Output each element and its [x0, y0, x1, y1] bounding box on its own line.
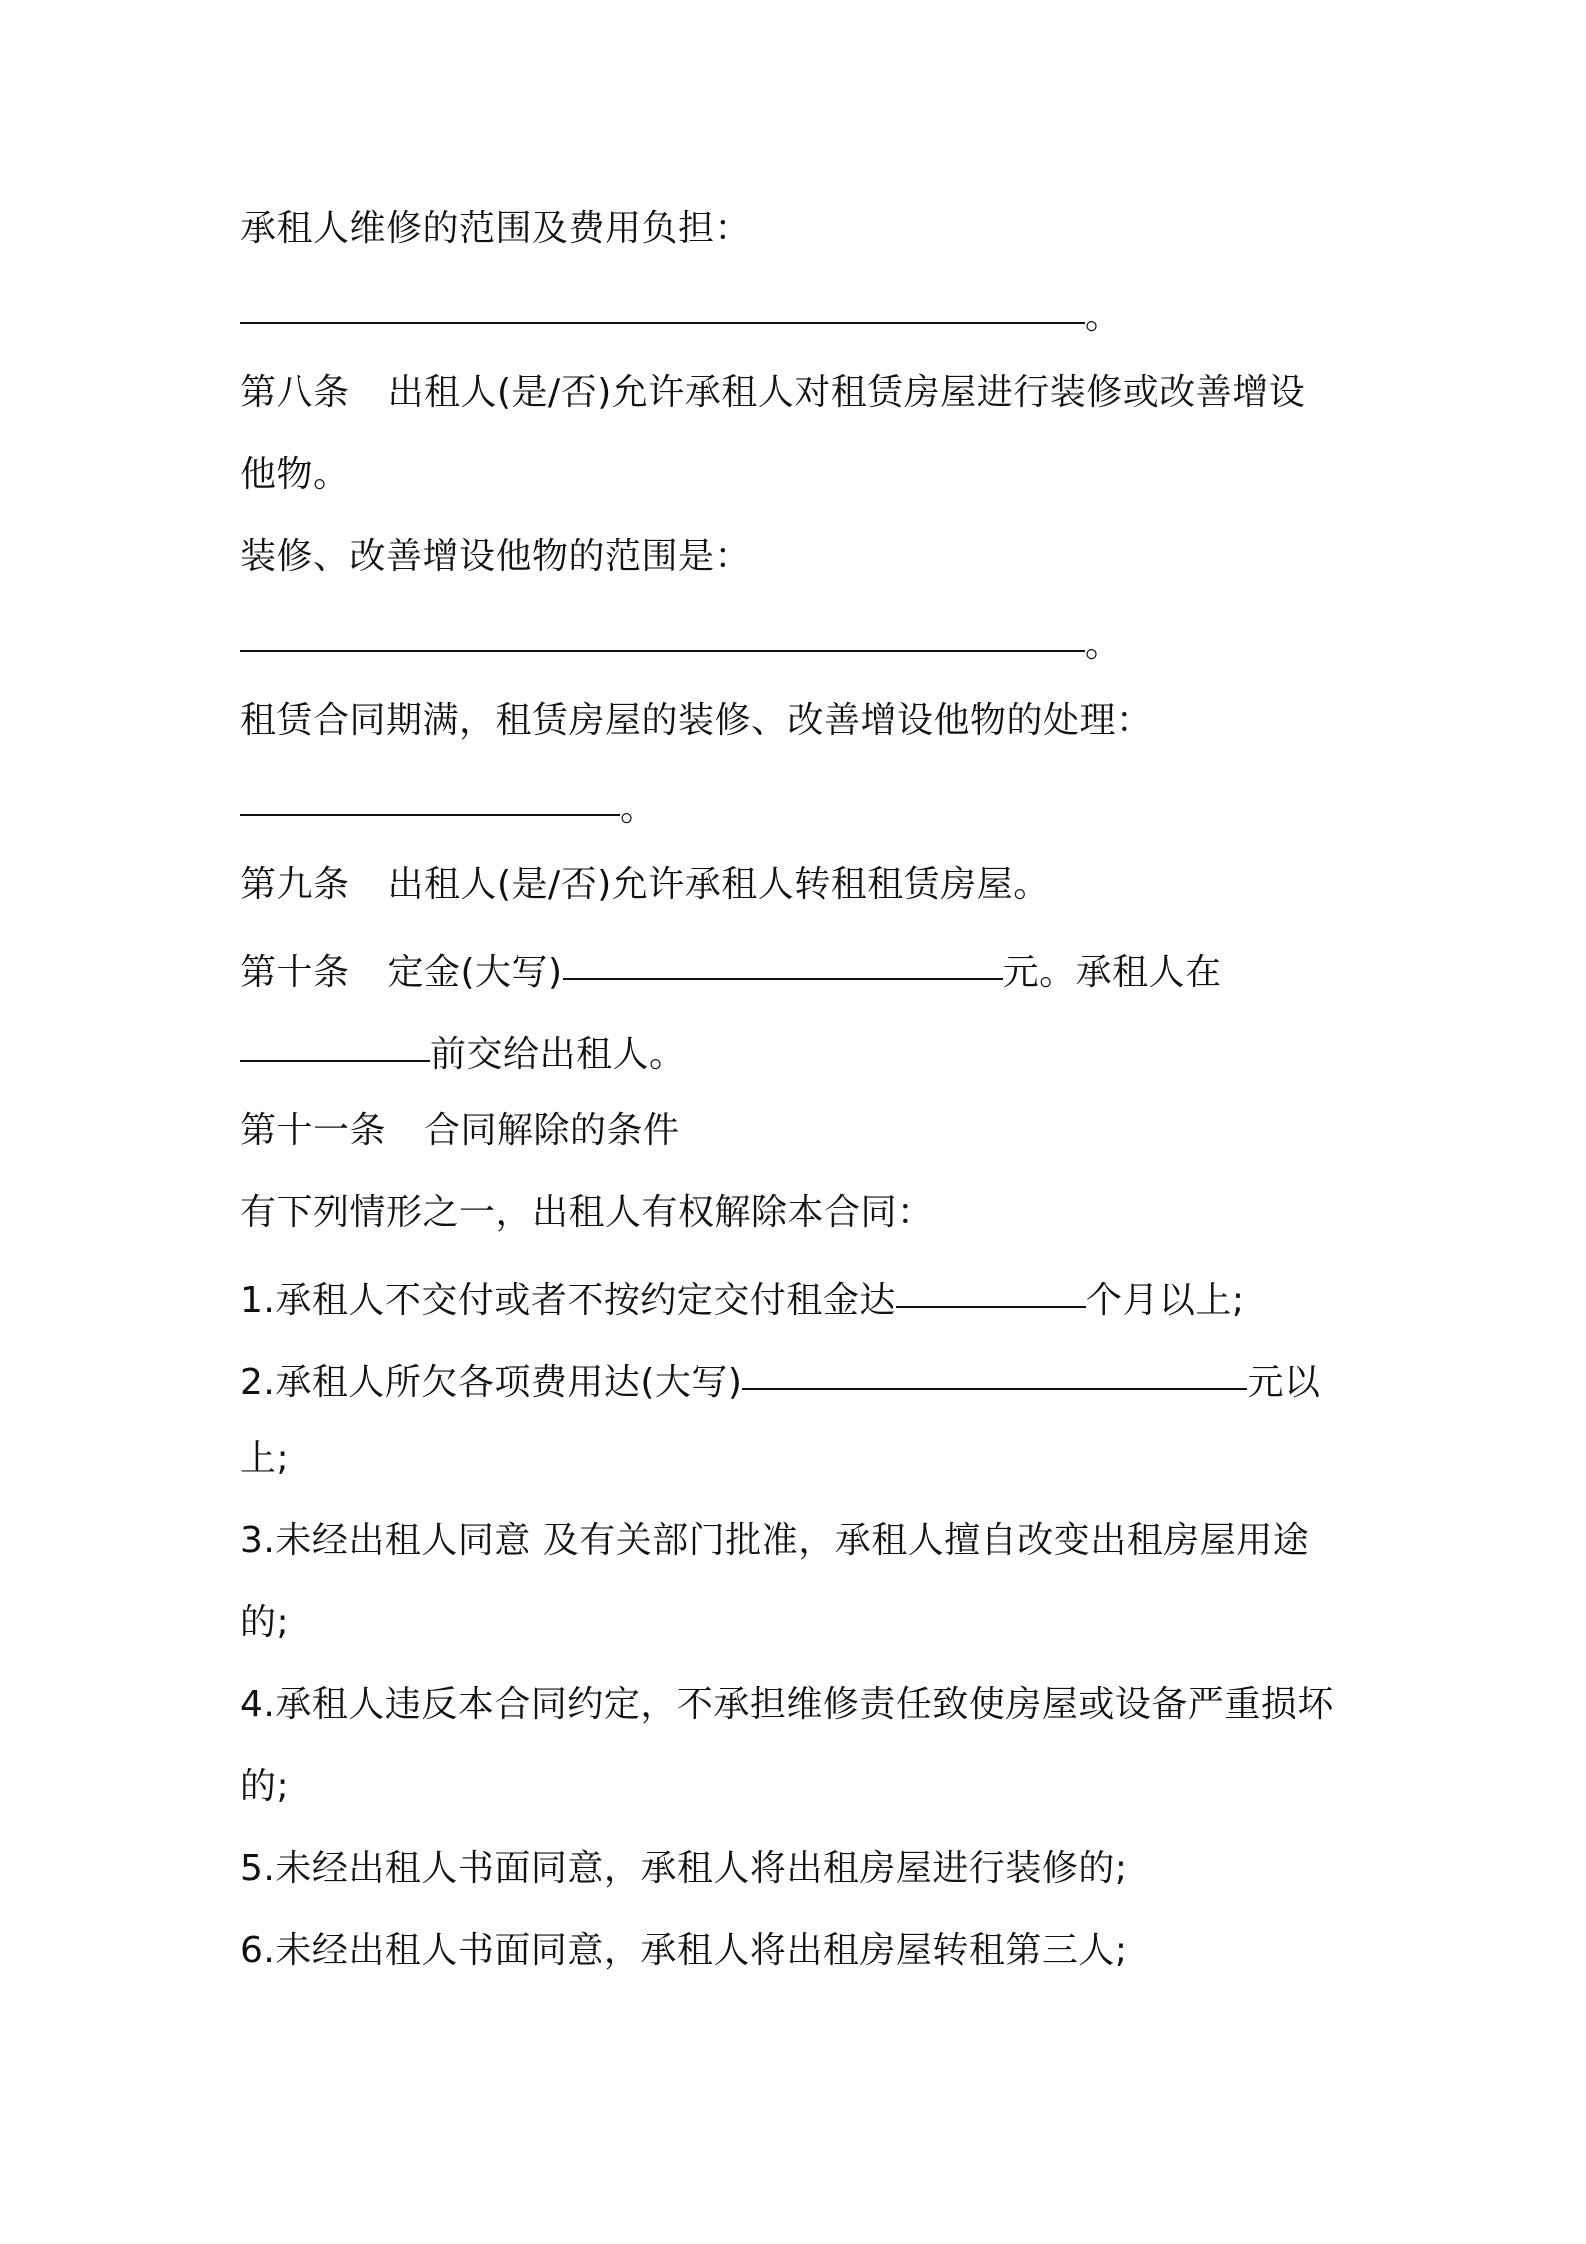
text-line: [240, 1266, 1390, 1348]
text-line: [240, 1594, 1390, 1676]
line-text: 前交给出租人。: [430, 1034, 686, 1075]
text-line: [240, 1922, 1390, 2004]
line-text: 1.承租人不交付或者不按约定交付租金达: [240, 1280, 896, 1321]
text-line: [240, 1430, 1390, 1512]
line-text: 5.未经出租人书面同意，承租人将出租房屋进行装修的;: [240, 1848, 1128, 1889]
line-text: 3.未经出租人同意 及有关部门批准，承租人擅自改变出租房屋用途: [240, 1520, 1310, 1561]
text-line: [240, 774, 1390, 856]
text-line: [240, 1676, 1390, 1758]
line-text: 出租人(是/否)允许承租人对租赁房屋进行装修或改善增设: [387, 372, 1306, 413]
line-text: 出租人(是/否)允许承租人转租租赁房屋。: [387, 864, 1050, 905]
text-line: [240, 856, 1390, 938]
text-line: [240, 1102, 1390, 1184]
fill-in-blank: [742, 1348, 1247, 1390]
line-text: 第十条: [240, 952, 350, 993]
fill-in-blank: [240, 282, 1085, 324]
text-line: [240, 1184, 1390, 1266]
text-line: [240, 1020, 1390, 1102]
line-text: 。: [620, 788, 657, 829]
line-text: 装修、改善增设他物的范围是：: [240, 536, 752, 577]
line-text: 上;: [240, 1438, 290, 1479]
text-line: [240, 364, 1390, 446]
text-line: [240, 1840, 1390, 1922]
text-line: [240, 938, 1390, 1020]
text-line: [240, 446, 1390, 528]
text-line: [240, 1758, 1390, 1840]
text-line: [240, 610, 1390, 692]
line-text: 定金(大写): [387, 952, 563, 993]
line-text: 元以: [1247, 1362, 1321, 1403]
line-text: 租赁合同期满，租赁房屋的装修、改善增设他物的处理：: [240, 700, 1153, 741]
text-line: [240, 200, 1390, 282]
fill-in-blank: [896, 1266, 1086, 1308]
line-text: 第九条: [240, 864, 350, 905]
line-text: 元。承租人在: [1002, 952, 1222, 993]
line-text: 他物。: [240, 454, 350, 495]
line-text: 。: [1085, 624, 1122, 665]
text-line: [240, 1512, 1390, 1594]
line-text: 有下列情形之一，出租人有权解除本合同：: [240, 1192, 934, 1233]
text-line: [240, 282, 1390, 364]
line-text: 4.承租人违反本合同约定，不承担维修责任致使房屋或设备严重损坏: [240, 1684, 1334, 1725]
line-text: 。: [1085, 296, 1122, 337]
fill-in-blank: [240, 610, 1085, 652]
line-text: 6.未经出租人书面同意，承租人将出租房屋转租第三人;: [240, 1930, 1128, 1971]
line-text: 的;: [240, 1602, 290, 1643]
document-body: [240, 200, 1390, 2004]
text-line: [240, 1348, 1390, 1430]
text-line: [240, 528, 1390, 610]
line-text: 承租人维修的范围及费用负担：: [240, 208, 752, 249]
line-text: 第八条: [240, 372, 350, 413]
line-text: 2.承租人所欠各项费用达(大写): [240, 1362, 743, 1403]
fill-in-blank: [563, 938, 1003, 980]
text-line: [240, 692, 1390, 774]
line-text: 个月以上;: [1085, 1280, 1245, 1321]
fill-in-blank: [240, 774, 620, 816]
line-text: 合同解除的条件: [424, 1110, 680, 1151]
line-text: 第十一条: [240, 1110, 387, 1151]
fill-in-blank: [240, 1020, 430, 1062]
line-text: 的;: [240, 1766, 290, 1807]
